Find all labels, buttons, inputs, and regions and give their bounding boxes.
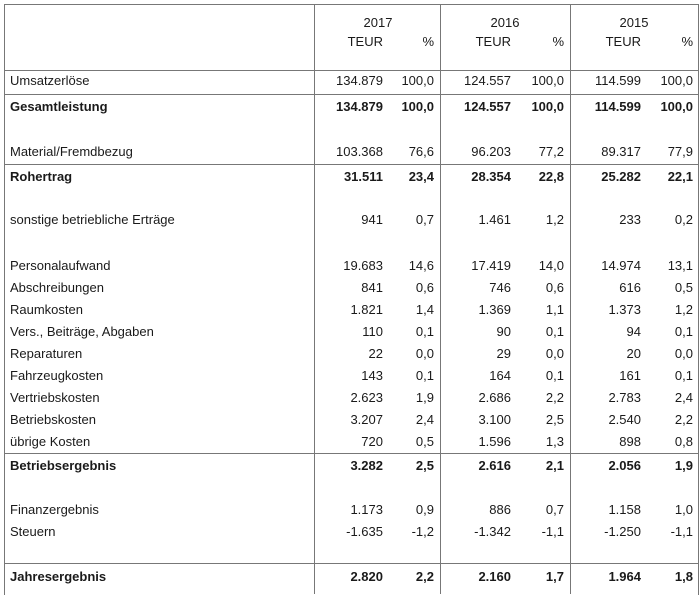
percent-value: 22,8 bbox=[538, 169, 564, 184]
teur-value: 29 bbox=[496, 346, 511, 361]
percent-value: -1,1 bbox=[670, 524, 693, 539]
teur-value: 114.599 bbox=[594, 99, 641, 114]
row-label: Umsatzerlöse bbox=[10, 73, 90, 88]
teur-value: 96.203 bbox=[471, 144, 511, 159]
percent-value: 1,9 bbox=[674, 458, 693, 473]
percent-value: 14,6 bbox=[408, 258, 434, 273]
teur-value: 898 bbox=[619, 434, 641, 449]
teur-value: 89.317 bbox=[601, 144, 641, 159]
percent-value: 1,7 bbox=[545, 569, 564, 584]
teur-value: 31.511 bbox=[343, 169, 383, 184]
percent-value: 1,8 bbox=[674, 569, 693, 584]
teur-value: 1.173 bbox=[350, 502, 383, 517]
year-header: 2016 bbox=[490, 15, 520, 30]
row-label: Betriebsergebnis bbox=[10, 458, 117, 473]
teur-value: 2.540 bbox=[608, 412, 641, 427]
percent-value: 1,1 bbox=[545, 302, 564, 317]
percent-value: 76,6 bbox=[408, 144, 434, 159]
percent-value: 0,8 bbox=[674, 434, 693, 449]
teur-value: 124.557 bbox=[464, 73, 511, 88]
teur-value: 1.821 bbox=[350, 302, 383, 317]
teur-value: 103.368 bbox=[336, 144, 383, 159]
row-label: Rohertrag bbox=[10, 169, 73, 184]
teur-value: 134.879 bbox=[336, 73, 383, 88]
percent-value: 0,7 bbox=[415, 212, 434, 227]
percent-value: 2,4 bbox=[674, 390, 693, 405]
teur-value: 841 bbox=[361, 280, 383, 295]
row-divider bbox=[4, 94, 698, 95]
teur-value: 3.207 bbox=[350, 412, 383, 427]
teur-value: 1.964 bbox=[608, 569, 641, 584]
row-label: Finanzergebnis bbox=[10, 502, 99, 517]
percent-value: 0,5 bbox=[415, 434, 434, 449]
header-divider bbox=[4, 70, 698, 71]
percent-value: -1,2 bbox=[411, 524, 434, 539]
percent-value: 0,1 bbox=[415, 324, 434, 339]
row-label: Betriebskosten bbox=[10, 412, 96, 427]
teur-value: 2.623 bbox=[350, 390, 383, 405]
percent-value: 0,1 bbox=[545, 324, 564, 339]
percent-value: 2,2 bbox=[545, 390, 564, 405]
teur-value: 2.616 bbox=[478, 458, 511, 473]
percent-value: 2,2 bbox=[674, 412, 693, 427]
unit-header: TEUR bbox=[347, 34, 383, 49]
percent-value: 0,0 bbox=[415, 346, 434, 361]
unit-header: TEUR bbox=[605, 34, 641, 49]
year-header: 2017 bbox=[363, 15, 393, 30]
teur-value: 2.160 bbox=[478, 569, 511, 584]
row-label: Fahrzeugkosten bbox=[10, 368, 104, 383]
row-divider bbox=[4, 164, 698, 165]
teur-value: 1.461 bbox=[478, 212, 511, 227]
teur-value: 124.557 bbox=[464, 99, 511, 114]
teur-value: -1.342 bbox=[474, 524, 511, 539]
percent-value: 0,0 bbox=[674, 346, 693, 361]
teur-value: 161 bbox=[619, 368, 641, 383]
teur-value: 3.100 bbox=[478, 412, 511, 427]
teur-value: 746 bbox=[489, 280, 511, 295]
teur-value: 134.879 bbox=[336, 99, 383, 114]
row-label: Personalaufwand bbox=[10, 258, 111, 273]
percent-value: 1,3 bbox=[545, 434, 564, 449]
teur-value: 110 bbox=[362, 324, 383, 339]
percent-value: 1,9 bbox=[415, 390, 434, 405]
percent-value: 77,9 bbox=[667, 144, 693, 159]
percent-value: 2,5 bbox=[415, 458, 434, 473]
percent-value: 13,1 bbox=[667, 258, 693, 273]
percent-header: % bbox=[552, 34, 564, 49]
row-divider bbox=[4, 563, 698, 564]
row-label: sonstige betriebliche Erträge bbox=[10, 212, 175, 227]
row-label: Raumkosten bbox=[10, 302, 83, 317]
percent-value: 0,1 bbox=[674, 324, 693, 339]
teur-value: 1.158 bbox=[608, 502, 641, 517]
teur-value: 1.373 bbox=[608, 302, 641, 317]
teur-value: 25.282 bbox=[601, 169, 641, 184]
row-divider bbox=[4, 453, 698, 454]
row-label: Vertriebskosten bbox=[10, 390, 100, 405]
percent-value: 77,2 bbox=[538, 144, 564, 159]
percent-value: 0,5 bbox=[674, 280, 693, 295]
percent-value: 0,7 bbox=[545, 502, 564, 517]
percent-header: % bbox=[422, 34, 434, 49]
percent-value: 1,2 bbox=[674, 302, 693, 317]
percent-value: 0,1 bbox=[415, 368, 434, 383]
percent-value: 0,6 bbox=[545, 280, 564, 295]
percent-value: 0,6 bbox=[415, 280, 434, 295]
teur-value: 19.683 bbox=[343, 258, 383, 273]
teur-value: 17.419 bbox=[471, 258, 511, 273]
teur-value: -1.250 bbox=[604, 524, 641, 539]
teur-value: 90 bbox=[496, 324, 511, 339]
teur-value: 2.056 bbox=[608, 458, 641, 473]
teur-value: 1.369 bbox=[478, 302, 511, 317]
percent-value: 100,0 bbox=[401, 73, 434, 88]
percent-value: 1,4 bbox=[415, 302, 434, 317]
row-label: Vers., Beiträge, Abgaben bbox=[10, 324, 154, 339]
row-label: Material/Fremdbezug bbox=[10, 144, 133, 159]
teur-value: 233 bbox=[619, 212, 641, 227]
row-label: Abschreibungen bbox=[10, 280, 104, 295]
teur-value: 28.354 bbox=[471, 169, 511, 184]
percent-value: 14,0 bbox=[538, 258, 564, 273]
percent-value: 2,2 bbox=[415, 569, 434, 584]
percent-value: 100,0 bbox=[660, 73, 693, 88]
percent-value: 0,1 bbox=[674, 368, 693, 383]
teur-value: 143 bbox=[361, 368, 383, 383]
teur-value: 616 bbox=[619, 280, 641, 295]
percent-value: 2,4 bbox=[415, 412, 434, 427]
teur-value: 2.820 bbox=[350, 569, 383, 584]
percent-value: 2,1 bbox=[545, 458, 564, 473]
percent-value: 23,4 bbox=[408, 169, 434, 184]
row-label: Steuern bbox=[10, 524, 56, 539]
percent-value: -1,1 bbox=[541, 524, 564, 539]
percent-value: 100,0 bbox=[531, 99, 564, 114]
teur-value: 94 bbox=[626, 324, 641, 339]
percent-value: 1,0 bbox=[674, 502, 693, 517]
teur-value: 3.282 bbox=[350, 458, 383, 473]
row-label: Reparaturen bbox=[10, 346, 83, 361]
percent-value: 0,1 bbox=[545, 368, 564, 383]
percent-value: 100,0 bbox=[401, 99, 434, 114]
percent-value: 0,2 bbox=[674, 212, 693, 227]
teur-value: 22 bbox=[368, 346, 383, 361]
teur-value: 720 bbox=[361, 434, 383, 449]
teur-value: 14.974 bbox=[601, 258, 641, 273]
percent-value: 0,0 bbox=[545, 346, 564, 361]
teur-value: 164 bbox=[489, 368, 511, 383]
teur-value: 114.599 bbox=[594, 73, 641, 88]
teur-value: 886 bbox=[489, 502, 511, 517]
percent-value: 0,9 bbox=[415, 502, 434, 517]
row-label: Gesamtleistung bbox=[10, 99, 108, 114]
percent-value: 2,5 bbox=[545, 412, 564, 427]
teur-value: 2.686 bbox=[478, 390, 511, 405]
percent-value: 22,1 bbox=[667, 169, 693, 184]
percent-value: 100,0 bbox=[660, 99, 693, 114]
row-label: Jahresergebnis bbox=[10, 569, 107, 584]
year-header: 2015 bbox=[619, 15, 649, 30]
teur-value: -1.635 bbox=[346, 524, 383, 539]
teur-value: 20 bbox=[626, 346, 641, 361]
percent-header: % bbox=[681, 34, 693, 49]
unit-header: TEUR bbox=[475, 34, 511, 49]
percent-value: 1,2 bbox=[545, 212, 564, 227]
teur-value: 1.596 bbox=[478, 434, 511, 449]
teur-value: 941 bbox=[361, 212, 383, 227]
teur-value: 2.783 bbox=[608, 390, 641, 405]
row-label: übrige Kosten bbox=[10, 434, 91, 449]
percent-value: 100,0 bbox=[531, 73, 564, 88]
